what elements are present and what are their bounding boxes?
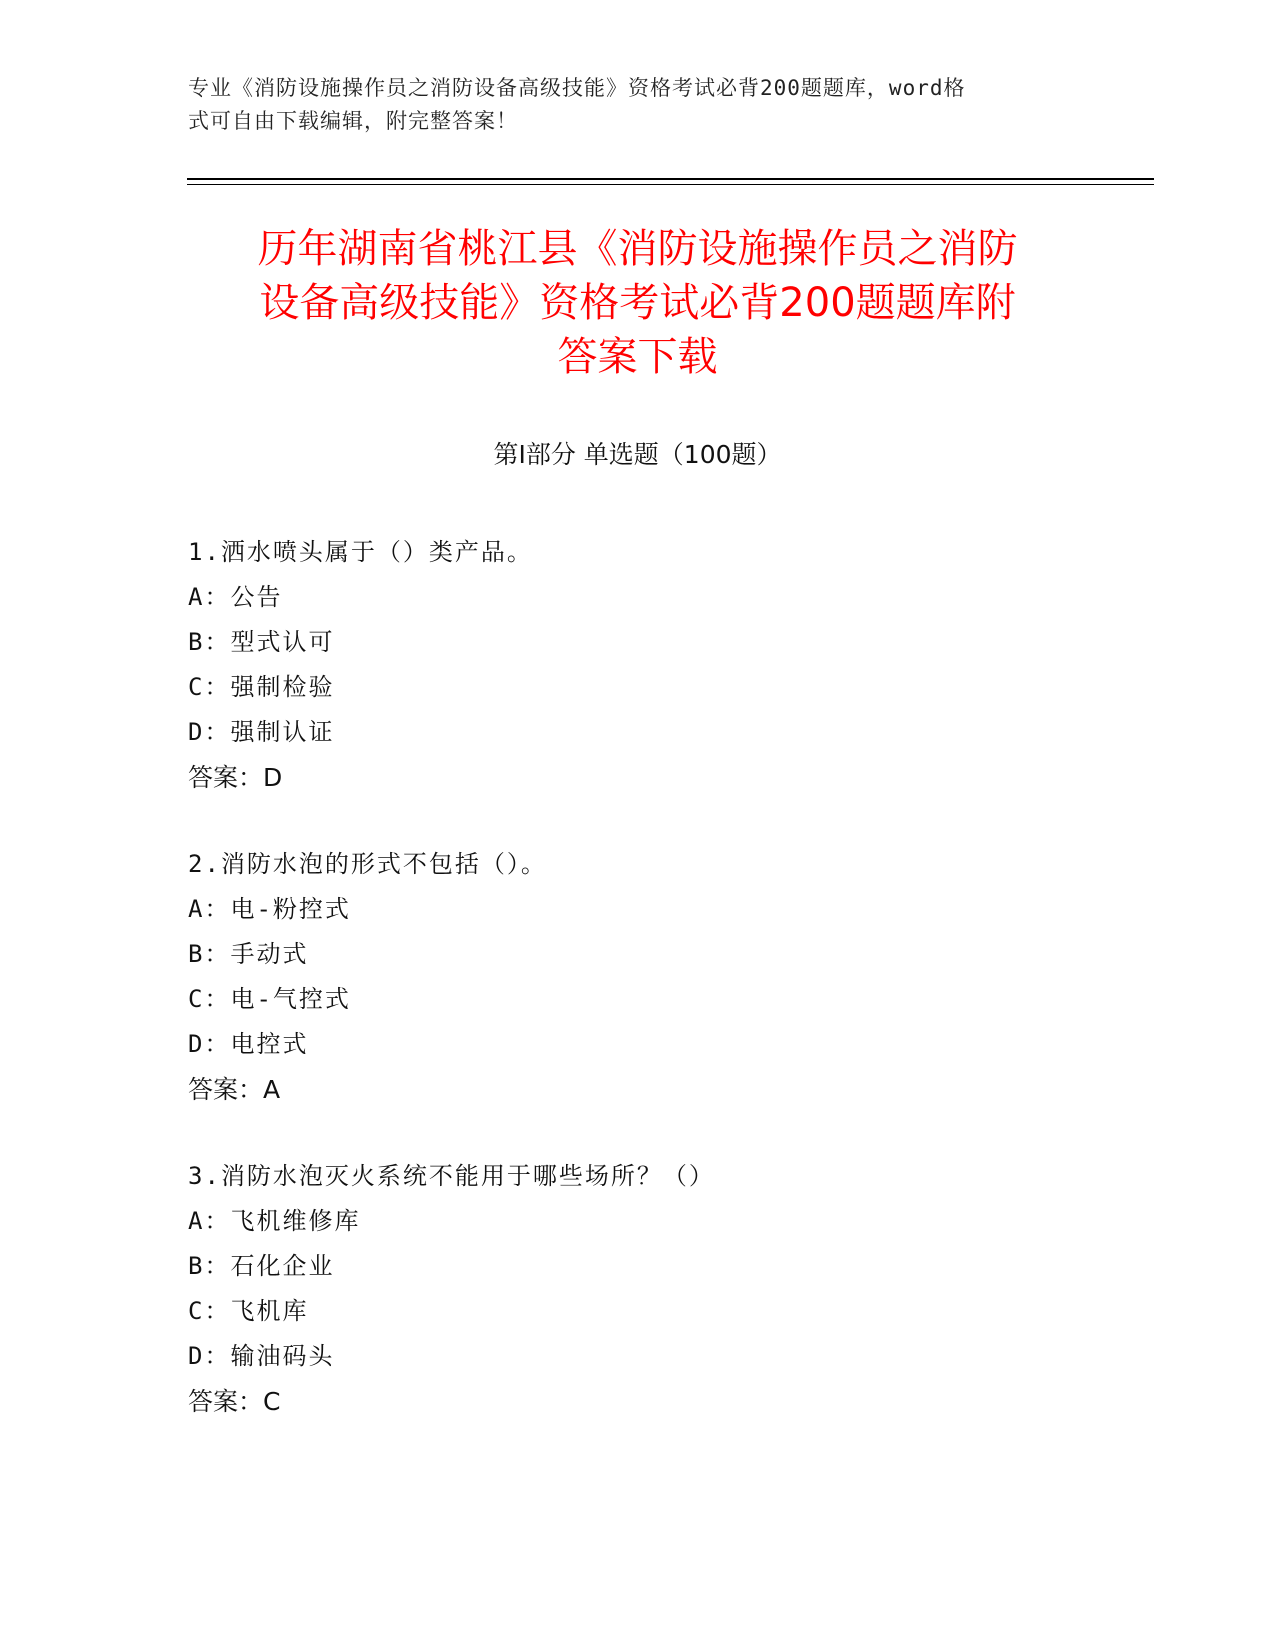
question-stem: 3.消防水泡灭火系统不能用于哪些场所？（） xyxy=(188,1162,715,1190)
question-item xyxy=(188,530,1148,800)
section-heading: 第Ⅰ部分 单选题（100题） xyxy=(493,440,782,469)
option-a: A：电-粉控式 xyxy=(188,895,351,923)
document-title xyxy=(180,222,1095,384)
option-d: D：电控式 xyxy=(188,1030,309,1058)
header-divider-thick xyxy=(187,178,1154,180)
question-stem: 1.洒水喷头属于（）类产品。 xyxy=(188,538,533,566)
title-line-1: 历年湖南省桃江县《消防设施操作员之消防 xyxy=(257,226,1018,272)
option-b: B：型式认可 xyxy=(188,628,335,656)
option-a: A：公告 xyxy=(188,583,283,611)
option-d: D：输油码头 xyxy=(188,1342,335,1370)
option-c: C：强制检验 xyxy=(188,673,335,701)
option-b: B：石化企业 xyxy=(188,1252,335,1280)
question-item xyxy=(188,1154,1148,1424)
option-c: C：电-气控式 xyxy=(188,985,351,1013)
question-list xyxy=(188,530,1148,1466)
header-note xyxy=(188,72,1068,138)
header-note-line-2: 式可自由下载编辑，附完整答案！ xyxy=(188,109,518,133)
answer-line: 答案：A xyxy=(188,1075,281,1104)
title-line-2: 设备高级技能》资格考试必背200题题库附 xyxy=(259,280,1016,326)
answer-line: 答案：D xyxy=(188,763,283,792)
question-stem: 2.消防水泡的形式不包括（）。 xyxy=(188,850,547,878)
question-item xyxy=(188,842,1148,1112)
option-c: C：飞机库 xyxy=(188,1297,309,1325)
option-d: D：强制认证 xyxy=(188,718,335,746)
header-note-line-1: 专业《消防设施操作员之消防设备高级技能》资格考试必背200题题库，word格 xyxy=(188,76,966,100)
answer-line: 答案：C xyxy=(188,1387,281,1416)
header-divider-thin xyxy=(187,184,1154,185)
title-line-3: 答案下载 xyxy=(557,334,718,380)
option-a: A：飞机维修库 xyxy=(188,1207,361,1235)
option-b: B：手动式 xyxy=(188,940,309,968)
